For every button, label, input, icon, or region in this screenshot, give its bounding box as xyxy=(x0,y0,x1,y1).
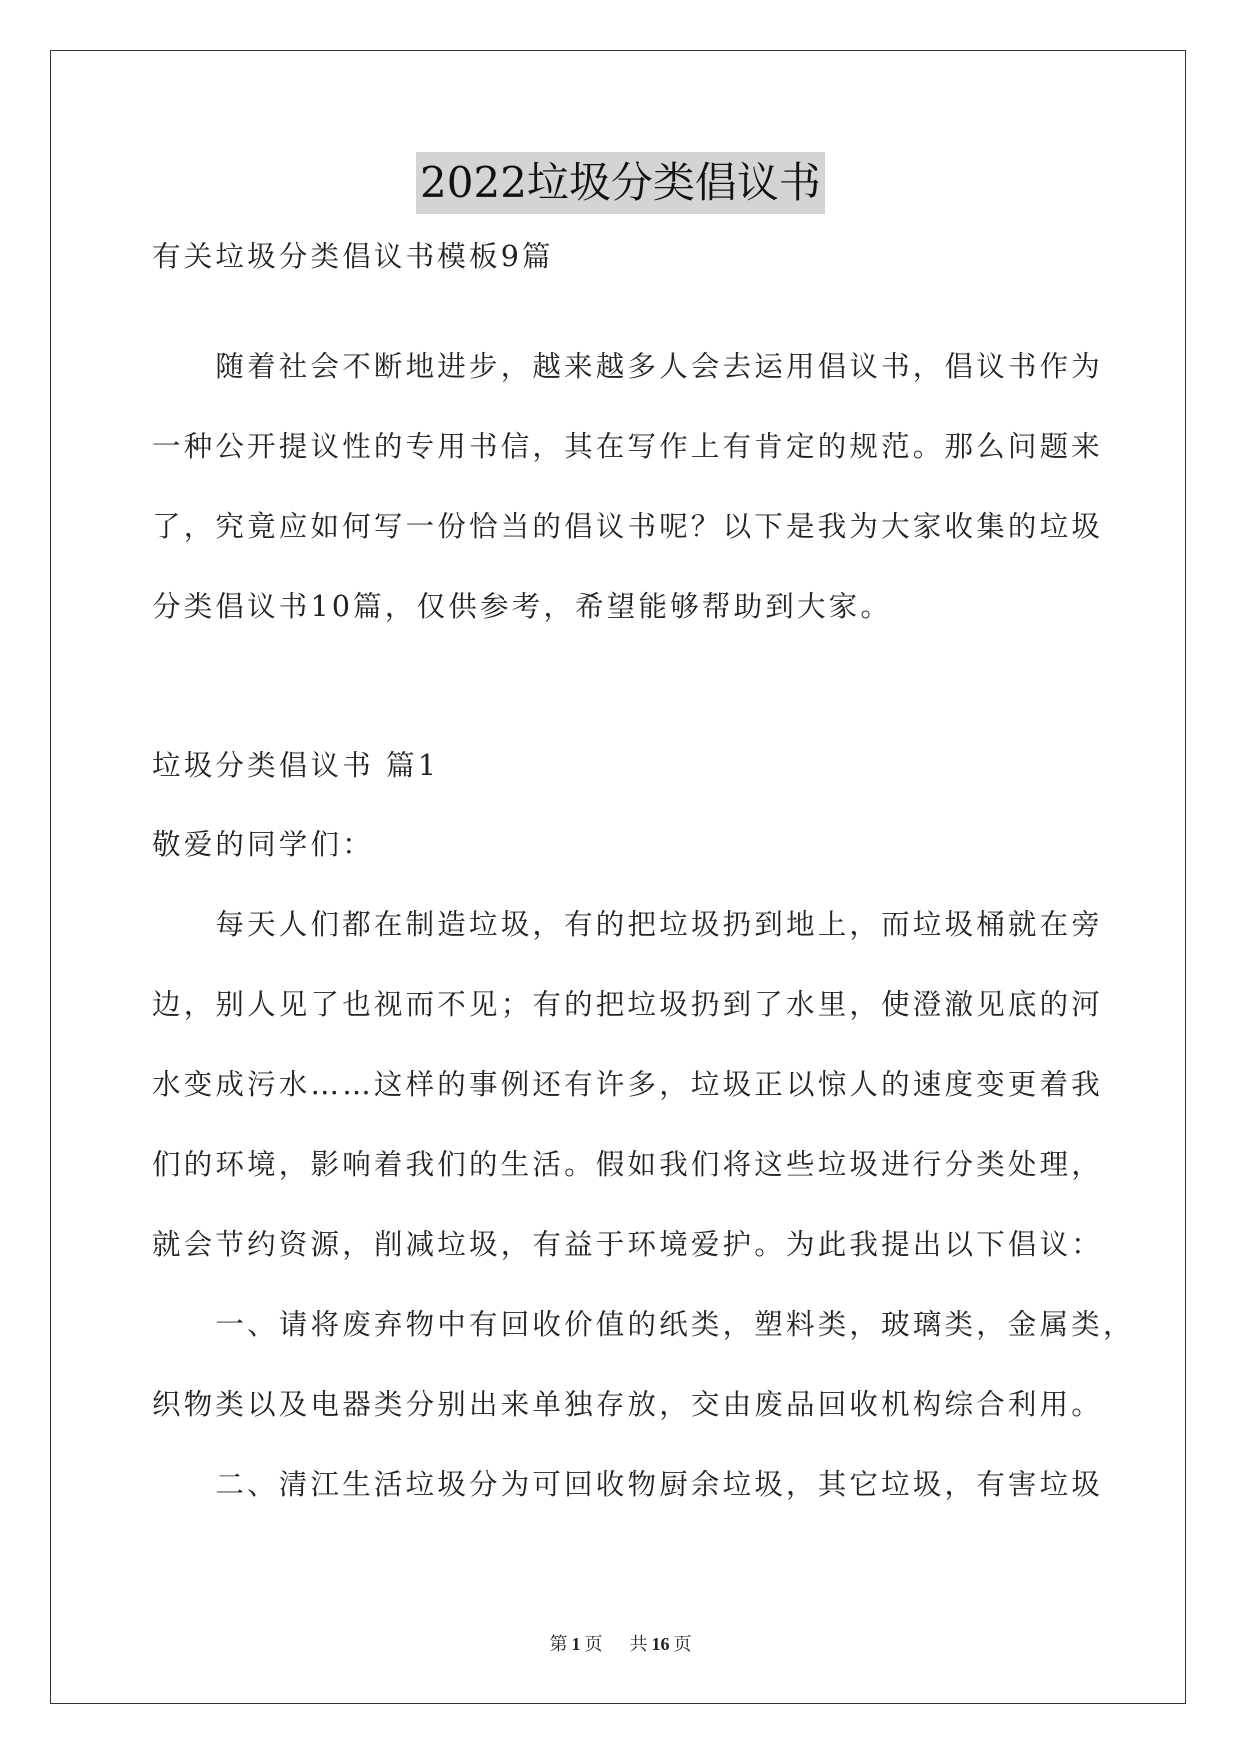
body-line-4: 们的环境，影响着我们的生活。假如我们将这些垃圾进行分类处理， xyxy=(152,1148,1104,1181)
document-title: 2022垃圾分类倡议书 xyxy=(416,152,825,214)
body-line-5: 就会节约资源，削减垃圾，有益于环境爱护。为此我提出以下倡议： xyxy=(152,1228,1104,1261)
body-line-3: 水变成污水……这样的事例还有许多，垃圾正以惊人的速度变更着我 xyxy=(152,1068,1104,1101)
footer-total-suffix: 页 xyxy=(673,1634,692,1655)
body-line-2: 边，别人见了也视而不见；有的把垃圾扔到了水里，使澄澈见底的河 xyxy=(152,988,1104,1021)
page-footer xyxy=(0,1632,1241,1657)
intro-line-3: 了，究竟应如何写一份恰当的倡议书呢？以下是我为大家收集的垃圾 xyxy=(152,510,1104,543)
subtitle-line: 有关垃圾分类倡议书模板9篇 xyxy=(152,240,554,273)
intro-line-4: 分类倡议书10篇，仅供参考，希望能够帮助到大家。 xyxy=(152,590,893,623)
footer-page-number: 1 xyxy=(571,1634,581,1654)
body-line-1: 每天人们都在制造垃圾，有的把垃圾扔到地上，而垃圾桶就在旁 xyxy=(152,908,1104,941)
section-heading: 垃圾分类倡议书 篇1 xyxy=(152,749,440,782)
intro-line-2: 一种公开提议性的专用书信，其在写作上有肯定的规范。那么问题来 xyxy=(152,430,1104,463)
footer-total-number: 16 xyxy=(651,1634,670,1654)
title-container xyxy=(0,152,1241,214)
salutation: 敬爱的同学们： xyxy=(152,828,374,861)
body-line-7: 织物类以及电器类分别出来单独存放，交由废品回收机构综合利用。 xyxy=(152,1388,1104,1421)
body-line-6: 一、请将废弃物中有回收价值的纸类，塑料类，玻璃类，金属类， xyxy=(152,1308,1135,1341)
footer-total-prefix: 共 xyxy=(629,1634,648,1655)
footer-page-suffix: 页 xyxy=(584,1634,603,1655)
intro-line-1: 随着社会不断地进步，越来越多人会去运用倡议书，倡议书作为 xyxy=(152,350,1104,383)
footer-page-prefix: 第 xyxy=(549,1634,568,1655)
page-border xyxy=(50,50,1186,1704)
body-line-8: 二、清江生活垃圾分为可回收物厨余垃圾，其它垃圾，有害垃圾 xyxy=(152,1468,1104,1501)
